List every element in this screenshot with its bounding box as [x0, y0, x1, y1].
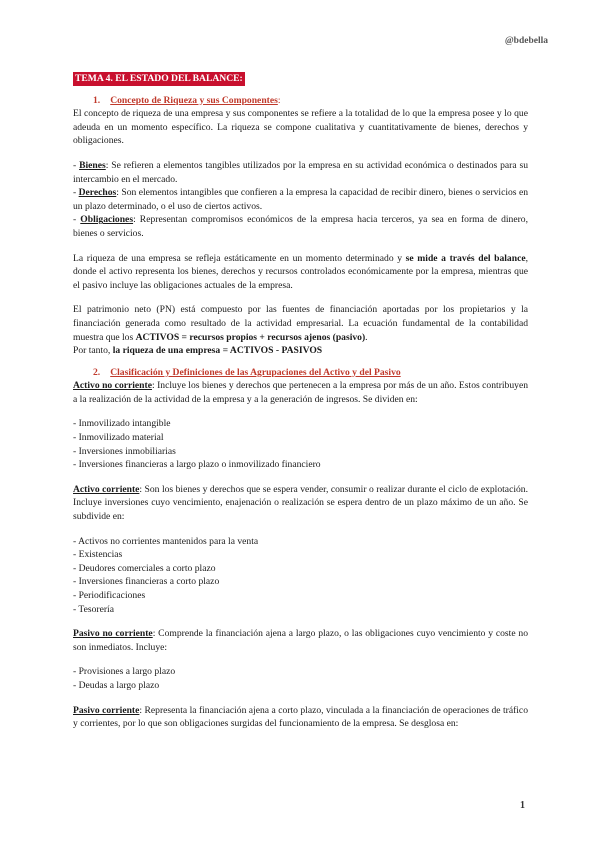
list-item: - Inversiones financieras a corto plazo — [73, 576, 220, 588]
activo-no-corriente-paragraph: Activo no corriente: Incluye los bienes y derechos que pertenecen a la empresa por más de un año. Estos contribuyen a la realización de la actividad de la empresa y a la generación de ingresos. Se dividen en: — [73, 380, 528, 405]
section-1-heading: 1. Concepto de Riqueza y sus Componentes: — [93, 94, 281, 106]
list-item: - Provisiones a largo plazo — [73, 666, 176, 678]
list-item: - Periodificaciones — [73, 590, 146, 601]
definition-obligaciones: - Obligaciones: Representan compromisos económicos de la empresa hacia terceros, ya sea en forma de dinero, bienes o servicios. — [73, 214, 528, 239]
patrimonio-paragraph: El patrimonio neto (PN) está compuesto por las fuentes de financiación aportadas por los propietarios y la financiación generada como resultado de la actividad empresarial. La ecuación fundamental de la contabilidad muestra que los ACTIVOS = recursos propios + recursos ajenos (pasivo). — [73, 304, 528, 343]
section-2-heading: 2. Clasificación y Definiciones de las Agrupaciones del Activo y del Pasivo — [93, 366, 401, 378]
author-handle: @bdebella — [504, 36, 548, 46]
pasivo-no-corriente-paragraph: Pasivo no corriente: Comprende la financiación ajena a largo plazo, o las obligaciones cuyo vencimiento y coste no son inmediatos. Incluye: — [73, 628, 528, 653]
riqueza-paragraph: El concepto de riqueza de una empresa y sus componentes se refiere a la totalidad de lo que la empresa posee y lo que adeuda en un momento específico. La riqueza se compone cualitativa y cuantitativamente de bienes, derechos y obligaciones. — [73, 108, 528, 147]
list-item: - Inmovilizado material — [73, 432, 164, 444]
list-item: - Activos no corrientes mantenidos para la venta — [73, 535, 259, 547]
riqueza-equation: Por tanto, la riqueza de una empresa = ACTIVOS - PASIVOS — [73, 345, 323, 357]
pasivo-no-corriente-list — [73, 665, 528, 692]
activo-corriente-list — [73, 535, 528, 617]
list-item: - Inmovilizado intangible — [73, 418, 171, 430]
list-item: - Inversiones inmobiliarias — [73, 445, 176, 457]
list-item: - Existencias — [73, 549, 123, 561]
page-number: 1 — [520, 800, 525, 811]
list-item: - Deudores comerciales a corto plazo — [73, 562, 216, 574]
definition-derechos: - Derechos: Son elementos intangibles que confieren a la empresa la capacidad de recibir dinero, bienes o servicios en un plazo determinado, o el uso de ciertos activos. — [73, 187, 529, 212]
activo-corriente-paragraph: Activo corriente: Son los bienes y derechos que se espera vender, consumir o realizar durante el ciclo de explotación. Incluye inversiones cuyo vencimiento, enajenación o realización se espera dentro de un plazo máximo de un año. Se subdivide en: — [73, 483, 528, 523]
balance-paragraph: La riqueza de una empresa se refleja estáticamente en un momento determinado y se mide a través del balance, donde el activo representa los bienes, derechos y recursos controlados económicamente por la empresa, mientras que el pasivo incluye las obligaciones actuales de la empresa. — [73, 252, 528, 291]
activo-no-corriente-list — [73, 417, 528, 471]
document-body — [73, 72, 528, 731]
document-title: TEMA 4. EL ESTADO DEL BALANCE: — [75, 73, 243, 84]
list-item: - Deudas a largo plazo — [73, 679, 160, 691]
definition-bienes: - Bienes: Se refieren a elementos tangibles utilizados por la empresa en su actividad económica o destinados para su intercambio en el mercado. — [73, 159, 529, 185]
list-item: - Tesorería — [73, 603, 114, 615]
pasivo-corriente-paragraph: Pasivo corriente: Representa la financiación ajena a corto plazo, vinculada a la financiación de operaciones de tráfico y corrientes, por lo que son obligaciones surgidas del funcionamiento de la empresa. Se desglosa en: — [73, 704, 528, 730]
list-item: - Inversiones financieras a largo plazo o inmovilizado financiero — [73, 459, 321, 471]
